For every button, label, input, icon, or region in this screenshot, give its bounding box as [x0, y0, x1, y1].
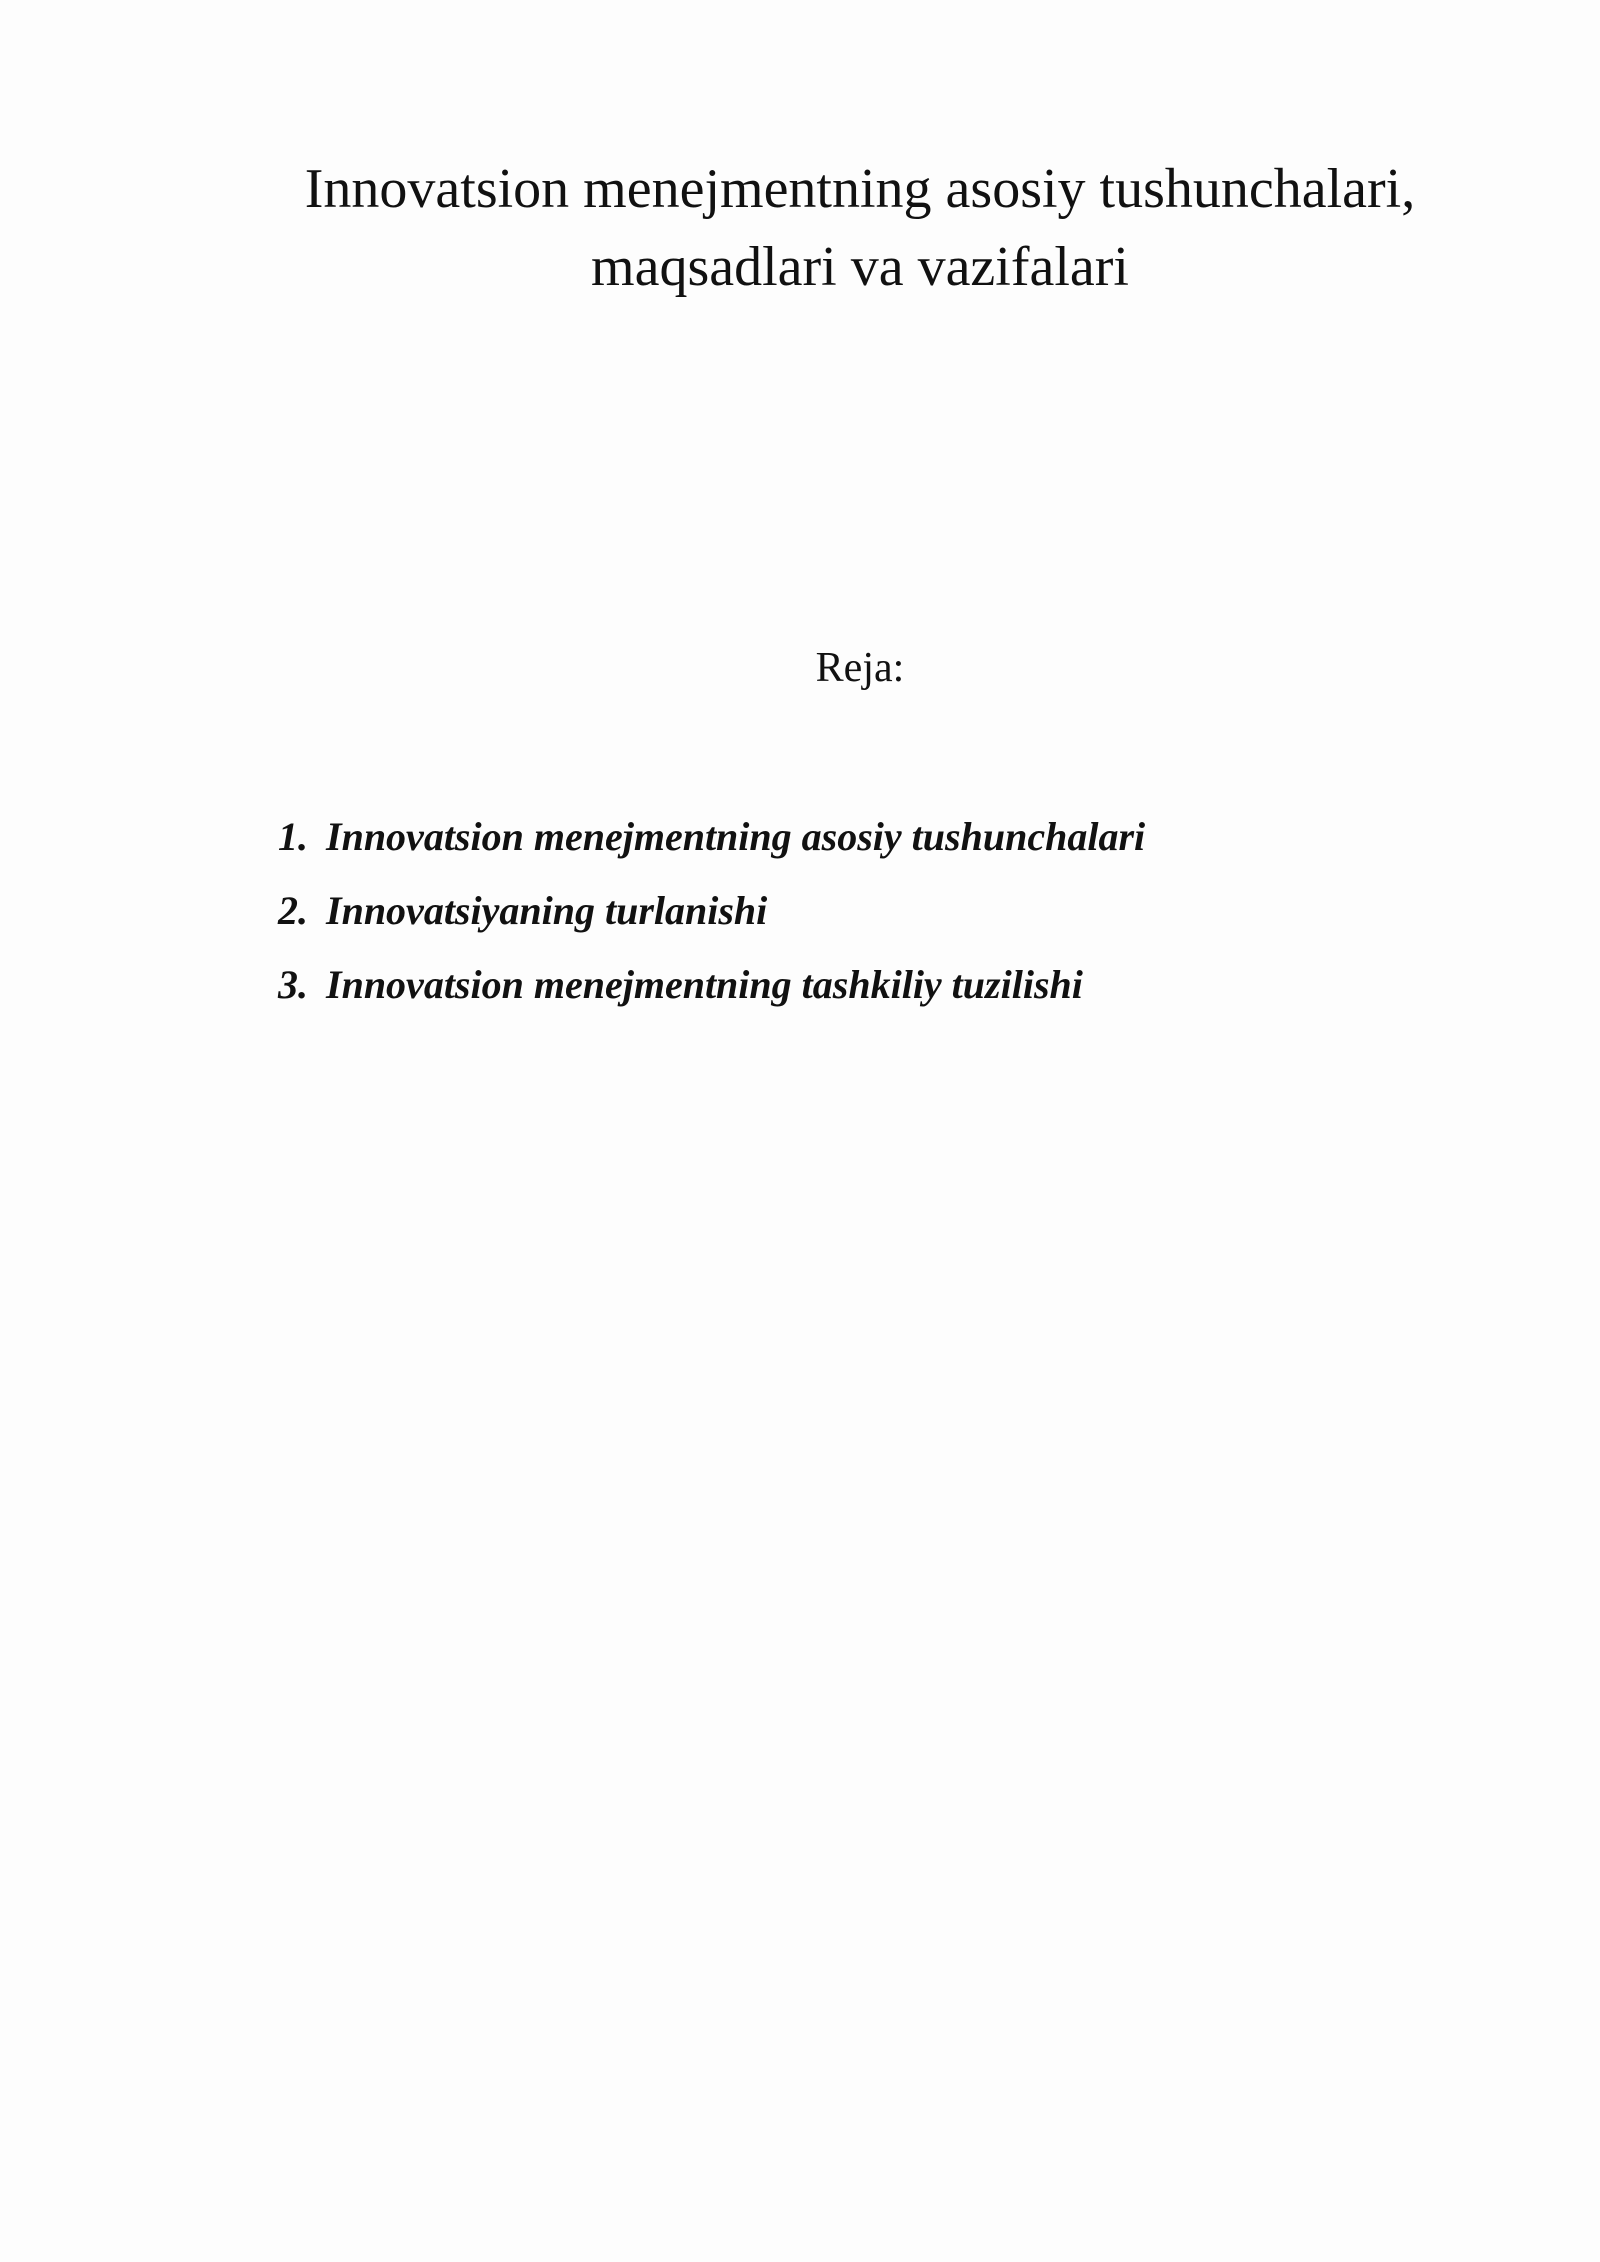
plan-item-text: Innovatsion menejmentning asosiy tushunchalari [326, 814, 1146, 859]
page-title [200, 150, 1520, 306]
plan-heading: Reja: [815, 645, 905, 691]
plan-item-3 [278, 948, 1145, 1022]
plan-item-number: 3. [278, 962, 308, 1007]
title-line-1: Innovatsion menejmentning asosiy tushunchalari, [304, 158, 1416, 220]
plan-list [278, 800, 1145, 1022]
plan-item-number: 1. [278, 814, 308, 859]
title-line-2: maqsadlari va vazifalari [591, 236, 1129, 298]
plan-item-number: 2. [278, 888, 308, 933]
plan-item-text: Innovatsiyaning turlanishi [326, 888, 768, 933]
plan-item-text: Innovatsion menejmentning tashkiliy tuzilishi [326, 962, 1083, 1007]
plan-item-1 [278, 800, 1145, 874]
plan-item-2 [278, 874, 1145, 948]
